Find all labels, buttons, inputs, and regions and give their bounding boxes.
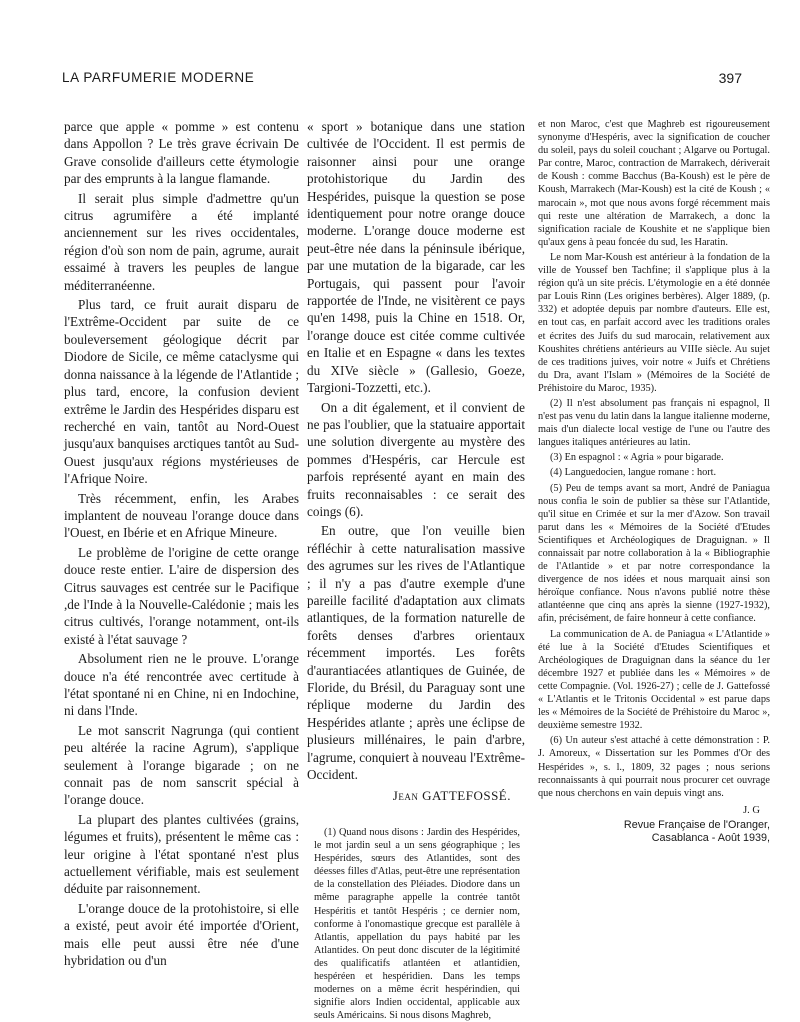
footnote-5: (5) Peu de temps avant sa mort, André de Paniagua nous confia le soin de publier sa thèse sur l'Atlantide, qu'il situe en Crimée et sur la mer d'Azow. Son travail parut dans les « Mémoires de la Société d'Etudes Scientifiques et Archéologiques de Draguignan. » Il connaissait par notre collaboration à la « Bibliographie de l'Atlantide » et par notre correspondance la divergence de nos idées et nous marquait ainsi son héroïque confiance. Nous n'avons publié notre thèse atlantéenne que cinq ans après la sienne (1927-1932), afin, précisément, de faire honneur à cette confiance. [538, 482, 770, 625]
footnote-4: (4) Languedocien, langue romane : hort. [550, 467, 717, 479]
paragraph: Très récemment, enfin, les Arabes implantent de nouveau l'orange douce dans l'Ouest, en Ibérie et en Afrique Mineure. [64, 490, 299, 541]
column-middle [307, 118, 525, 805]
running-title: LA PARFUMERIE MODERNE [62, 70, 255, 85]
footnote-text: La communication de A. de Paniagua « L'Atlantide » été lue à la Société d'Etudes Scientifiques et Archéologiques de Draguignan dans la séance du 1er décembre 1927 et publiée dans les « Mémoires » de cette Compagnie. (Vol. 1926-27) ; celle de J. Gattefossé « L'Atlantis et le Tritonis Occidental » est parue daps les « Mémoires de la Société de Préhistoire du Maroc », deuxième semestre 1932. [538, 628, 770, 732]
footnote-continuation: et non Maroc, c'est que Maghreb est rigoureusement synonyme d'Hespéris, avec la signification de coucher du soleil, pays du soleil couchant ; Algarve ou Portugal. Par contre, Maroc, contraction de Marrakech, dériverait de Koush : comme Bacchus (Ba-Koush) est le père de Koush, Marrakech (Mar-Koush) est la cité de Koush ; « marocain », mot que nous avons forgé récemment mais qui reste une altération de Marrakech, a donc la signification raciale de Koushite et ne s'applique bien qu'aux gens à peau foncée du sud, les Haratin. [538, 119, 770, 248]
author-initials: J. G [743, 804, 760, 816]
page-number: 397 [718, 70, 742, 86]
paragraph: Le problème de l'origine de cette orange douce reste entier. L'aire de dispersion des Citrus sauvages est centrée sur le Pacifique ,de l'Inde à la Nouvelle-Calédonie ; mais les citrus cultivés, l'orange notamment, ont-ils existé à l'état sauvage ? [64, 544, 299, 647]
footnote-3: (3) En espagnol : « Agria » pour bigarade. [550, 452, 724, 464]
footnote-text: (1) Quand nous disons : Jardin des Hespérides, le mot jardin seul a un sens géographique ; les Hespérides, sœurs des Atlantides, sont des déesses filles d'Atlas, peut-être une représentation de la constellation des Pléiades. Diodore dans un même paragraphe appelle la contrée tantôt Hespéritis et tantôt Hespéris ; ce dernier nom, conforme à l'onomastique grecque est parallèle à Atlantis, appellation du pays habité par les Atlantides. On peut donc discuter de la légitimité des qualificatifs atlantéen et atlantidien, hespéréen et hespéridien. Dans les temps modernes on a même écrit hespérindien, qui signifie alors Indien occidental, applicable aux seuls Américains. Si nous disons Maghreb, [314, 827, 520, 1022]
footnote-2: (2) Il n'est absolument pas français ni espagnol, Il n'est pas venu du latin dans la langue italienne moderne, mais d'un dialecte local vestige de l'une ou l'autre des langues italiques antérieures au latin. [538, 397, 770, 449]
paragraph: Absolument rien ne le prouve. L'orange douce n'a été rencontrée avec certitude à l'état spontané ni en Chine, ni en Indochine, ni dans l'Inde. [64, 651, 299, 719]
footnote-1 [314, 826, 520, 1022]
paragraph: L'orange douce de la protohistoire, si elle a existé, peut avoir été importée d'Orient, mais elle peut aussi être née d'une hybridation ou d'un [64, 900, 299, 969]
paragraph: parce que apple « pomme » est contenu dans Appollon ? Le très grave écrivain De Grave consolide d'ailleurs cette étymologie par des emprunts à la langue flamande. [64, 119, 299, 187]
author-signature: Jean GATTEFOSSÉ. [392, 788, 511, 804]
paragraph: La plupart des plantes cultivées (grains, légumes et fruits), présentent le même cas : leur origine à l'état spontané n'est plus actuellement vérifiable, mais est seulement déduite par raisonnement. [64, 811, 299, 897]
source-line: Casablanca - Août 1939, [651, 831, 770, 844]
paragraph: Le mot sanscrit Nagrunga (qui contient peu altérée la racine Agrum), s'applique seulement à l'orange bigarade ; on ne connait pas de nom sanscrit spécial à l'orange douce. [64, 722, 299, 808]
source-reference [538, 819, 770, 845]
paragraph: En outre, que l'on veuille bien réfléchir à cette naturalisation massive des agrumes sur les rives de l'Atlantique ; il n'y a pas d'autre exemple d'une pareille facilité d'adaptation aux climats atlantiques, de la formation naturelle de forêts denses d'arbres orientaux récemment importés. Les forêts d'aurantiacées atlantiques de Guinée, de Floride, du Brésil, du Paraguay sont une réplique moderne du Jardin des Hespérides atlante ; après une éclipse de plusieurs millénaires, le pain d'arbre, l'agrume, conquiert à nouveau l'Extrême-Occident. [307, 523, 525, 783]
paragraph: Plus tard, ce fruit aurait disparu de l'Extrême-Occident par suite de ce bouleversement géologique décrit par Diodore de Sicile, ce même cataclysme qui donna naissance à la légende de l'Atlantide ; plus tard, encore, la confusion devient extrême le Jardin des Hespérides disparu est recherché en vain, tantôt au Nord-Ouest jusqu'aux banquises arctiques tantôt au Sud-Ouest jusqu'aux régions mystérieuses de l'Afrique Noire. [64, 297, 299, 487]
footnote-text: Le nom Mar-Koush est antérieur à la fondation de la ville de Youssef ben Tachfine; il s'applique plus à la région qu'à un site précis. L'étymologie en a été donnée par Louis Rinn (Les origines berbères). Alger 1889, (p. 332) et adoptée depuis par nombre d'auteurs. Elle est, en tout cas, en parfait accord avec les traditions orales et écrites des Juifs du sud marocain, relativement aux Koushites chrétiens antérieurs au VIIIe siècle. Au sujet de ces traditions juives, voir notre « Juifs et Chrétiens du Dra, avant l'Islam » (Mémoires de la Société de Préhistoire du Maroc, 1935). [538, 251, 770, 394]
source-line: Revue Française de l'Oranger, [623, 818, 770, 831]
paragraph: « sport » botanique dans une station cultivée de l'Occident. Il est permis de raisonner ainsi pour une orange protohistorique du Jardin des Hespérides, puisque la question se pose identiquement pour notre orange douce moderne. L'orange douce moderne est peut-être née dans la péninsule ibérique, par une mutation de la bigarade, car les Portugais, qui passent pour l'avoir rapportée de l'Inde, ne visitèrent ce pays qu'en 1498, puis la Chine en 1518. Or, l'orange douce est citée comme cultivée en Italie et en Espagne « dans les textes du XIVe siècle » (Gallesio, Goeze, Targioni-Tozzetti, etc.). [307, 119, 525, 396]
paragraph: Il serait plus simple d'admettre qu'un citrus agrumifère a été implanté anciennement sur les rives occidentales, région d'où son nom de pain, agrume, aurait essaimé à travers les peuples de langue méditerranéenne. [64, 190, 299, 293]
footnote-6: (6) Un auteur s'est attaché à cette démonstration : P. J. Amoreux, « Dissertation sur les Pommes d'Or des Hespérides », s. l., 1809, 32 pages ; nous serions reconnaissants à qui pourrait nous procurer cet ouvrage que nous cherchons en vain depuis vingt ans. [538, 735, 770, 799]
column-left [64, 118, 299, 970]
paragraph: On a dit également, et il convient de ne pas l'oublier, que la statuaire apportait une solution divergente au mystère des pommes d'Hespéris, car Hercule est parfois représenté ayant en main des fruits reconnaisables : ce serait des coings (6). [307, 399, 525, 519]
running-header [62, 62, 742, 92]
column-right [538, 118, 770, 845]
